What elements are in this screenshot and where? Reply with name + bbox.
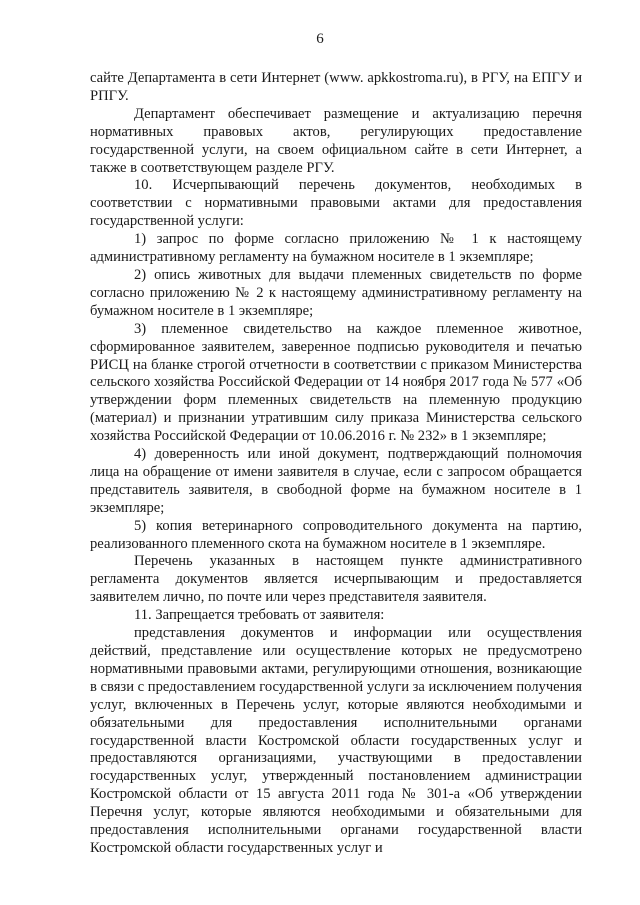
page-number: 6 [316,31,324,47]
paragraph: Перечень указанных в настоящем пункте административного регламента документов является исчерпывающим и предоставляется заявителем лично, по почте или через представителя заявителя. [90,553,582,606]
paragraph: 11. Запрещается требовать от заявителя: [134,607,385,624]
paragraph: представления документов и информации или осуществления действий, представление или осуществление которых не предусмотрено нормативными правовыми актами, регулирующими отношения, возникающие в связи с предоставлением государственной услуги за исключением получения услуг, включенных в Перечень услуг, которые являются необходимыми и обязательными для предоставления исполнительными органами государственной власти Костромской области государственных услуг и предоставляются организациями, участвующими в предоставлении государственных услуг, утвержденный постановлением администрации Костромской области от 15 августа 2011 года № 301-а «Об утверждении Перечня услуг, которые являются необходимыми и обязательными для предоставления исполнительными органами государственной власти Костромской области государственных услуг и [90,625,582,856]
paragraph: 10. Исчерпывающий перечень документов, необходимых в соответствии с нормативными правовыми актами для предоставления государственной услуги: [90,177,582,230]
document-body [90,70,582,858]
paragraph: Департамент обеспечивает размещение и актуализацию перечня нормативных правовых актов, регулирующих предоставление государственной услуги, на своем официальном сайте в сети Интернет, а также в соответствующем разделе РГУ. [90,105,582,176]
paragraph: 2) опись животных для выдачи племенных свидетельств по форме согласно приложению № 2 к настоящему административному регламенту на бумажном носителе в 1 экземпляре; [90,266,582,319]
paragraph: 3) племенное свидетельство на каждое племенное животное, сформированное заявителем, заверенное подписью руководителя и печатью РИСЦ на бланке строгой отчетности в соответствии с приказом Министерства сельского хозяйства Российской Федерации от 14 ноября 2017 года № 577 «Об утверждении форм племенных свидетельств на племенную продукцию (материал) и признании утратившим силу приказа Министерства сельского хозяйства Российской Федерации от 10.06.2016 г. № 232» в 1 экземпляре; [90,320,582,445]
paragraph: 5) копия ветеринарного сопроводительного документа на партию, реализованного племенного скота на бумажном носителе в 1 экземпляре. [90,517,582,552]
paragraph: 4) доверенность или иной документ, подтверждающий полномочия лица на обращение от имени заявителя в случае, если с запросом обращается представитель заявителя, в свободной форме на бумажном носителе в 1 экземпляре; [90,446,582,516]
paragraph: сайте Департамента в сети Интернет (www. apkkostroma.ru), в РГУ, на ЕПГУ и РПГУ. [90,70,582,104]
paragraph: 1) запрос по форме согласно приложению № 1 к настоящему административному регламенту на бумажном носителе в 1 экземпляре; [90,231,582,266]
